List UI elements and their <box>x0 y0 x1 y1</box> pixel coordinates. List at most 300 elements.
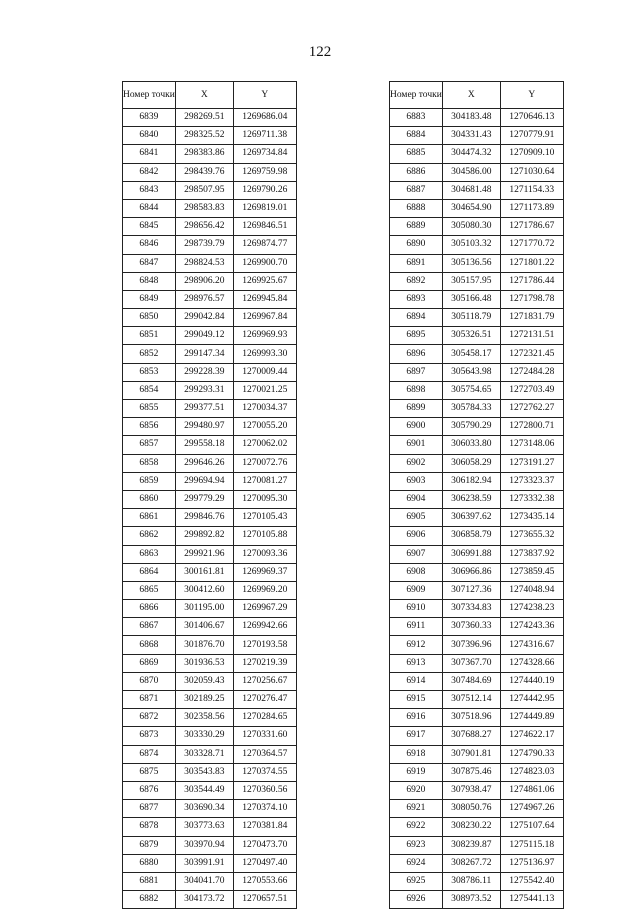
cell-x: 308230.22 <box>442 818 500 836</box>
table-row <box>123 818 297 836</box>
cell-point-number: 6907 <box>390 545 443 563</box>
table-row <box>390 891 564 909</box>
table-row <box>123 836 297 854</box>
table-row <box>390 363 564 381</box>
cell-x: 303991.91 <box>175 854 233 872</box>
cell-y: 1272703.49 <box>500 381 563 399</box>
cell-x: 299558.18 <box>175 436 233 454</box>
table-row <box>123 618 297 636</box>
cell-point-number: 6862 <box>123 527 176 545</box>
cell-point-number: 6850 <box>123 309 176 327</box>
cell-x: 305157.95 <box>442 272 500 290</box>
cell-point-number: 6840 <box>123 127 176 145</box>
cell-x: 308267.72 <box>442 854 500 872</box>
cell-x: 299846.76 <box>175 509 233 527</box>
cell-point-number: 6852 <box>123 345 176 363</box>
header-y: Y <box>233 82 296 109</box>
cell-point-number: 6903 <box>390 472 443 490</box>
table-row <box>390 272 564 290</box>
table-body-right <box>390 109 564 909</box>
table-row <box>390 763 564 781</box>
cell-y: 1273435.14 <box>500 509 563 527</box>
cell-x: 305080.30 <box>442 218 500 236</box>
table-row <box>390 436 564 454</box>
cell-point-number: 6902 <box>390 454 443 472</box>
table-row <box>390 800 564 818</box>
cell-point-number: 6904 <box>390 490 443 508</box>
cell-x: 305458.17 <box>442 345 500 363</box>
cell-point-number: 6844 <box>123 199 176 217</box>
cell-y: 1270055.20 <box>233 418 296 436</box>
cell-y: 1269945.84 <box>233 290 296 308</box>
cell-point-number: 6858 <box>123 454 176 472</box>
table-row <box>123 236 297 254</box>
cell-y: 1270276.47 <box>233 691 296 709</box>
cell-point-number: 6890 <box>390 236 443 254</box>
cell-point-number: 6847 <box>123 254 176 272</box>
table-row <box>390 454 564 472</box>
cell-y: 1269969.20 <box>233 581 296 599</box>
table-row <box>390 254 564 272</box>
cell-x: 299228.39 <box>175 363 233 381</box>
cell-x: 303544.49 <box>175 781 233 799</box>
cell-x: 299293.31 <box>175 381 233 399</box>
table-row <box>123 490 297 508</box>
cell-x: 306858.79 <box>442 527 500 545</box>
cell-point-number: 6897 <box>390 363 443 381</box>
cell-x: 307484.69 <box>442 672 500 690</box>
cell-point-number: 6859 <box>123 472 176 490</box>
cell-y: 1270093.36 <box>233 545 296 563</box>
cell-y: 1274790.33 <box>500 745 563 763</box>
cell-point-number: 6881 <box>123 872 176 890</box>
table-row <box>390 691 564 709</box>
cell-point-number: 6919 <box>390 763 443 781</box>
cell-y: 1270364.57 <box>233 745 296 763</box>
table-row <box>123 272 297 290</box>
cell-point-number: 6920 <box>390 781 443 799</box>
cell-point-number: 6913 <box>390 654 443 672</box>
cell-y: 1271173.89 <box>500 199 563 217</box>
cell-point-number: 6842 <box>123 163 176 181</box>
cell-x: 305136.56 <box>442 254 500 272</box>
cell-y: 1270193.58 <box>233 636 296 654</box>
header-x: X <box>442 82 500 109</box>
cell-y: 1274967.26 <box>500 800 563 818</box>
cell-point-number: 6856 <box>123 418 176 436</box>
cell-point-number: 6869 <box>123 654 176 672</box>
cell-point-number: 6878 <box>123 818 176 836</box>
cell-point-number: 6846 <box>123 236 176 254</box>
cell-point-number: 6875 <box>123 763 176 781</box>
cell-y: 1270657.51 <box>233 891 296 909</box>
cell-y: 1270646.13 <box>500 109 563 127</box>
cell-point-number: 6884 <box>390 127 443 145</box>
table-row <box>390 145 564 163</box>
table-row <box>390 181 564 199</box>
table-row <box>123 709 297 727</box>
table-row <box>390 654 564 672</box>
table-row <box>390 236 564 254</box>
cell-point-number: 6912 <box>390 636 443 654</box>
cell-y: 1269790.26 <box>233 181 296 199</box>
cell-point-number: 6896 <box>390 345 443 363</box>
table-header-row <box>390 82 564 109</box>
table-row <box>390 854 564 872</box>
table-row <box>390 327 564 345</box>
table-row <box>123 527 297 545</box>
cell-x: 305754.65 <box>442 381 500 399</box>
cell-x: 302189.25 <box>175 691 233 709</box>
cell-y: 1270009.44 <box>233 363 296 381</box>
cell-point-number: 6892 <box>390 272 443 290</box>
cell-y: 1270381.84 <box>233 818 296 836</box>
cell-y: 1269846.51 <box>233 218 296 236</box>
cell-x: 307518.96 <box>442 709 500 727</box>
cell-x: 303330.29 <box>175 727 233 745</box>
cell-y: 1269759.98 <box>233 163 296 181</box>
cell-x: 304173.72 <box>175 891 233 909</box>
table-row <box>390 563 564 581</box>
cell-point-number: 6857 <box>123 436 176 454</box>
cell-x: 306991.88 <box>442 545 500 563</box>
cell-x: 303690.34 <box>175 800 233 818</box>
cell-x: 307360.33 <box>442 618 500 636</box>
cell-y: 1269967.29 <box>233 600 296 618</box>
cell-point-number: 6873 <box>123 727 176 745</box>
cell-x: 307875.46 <box>442 763 500 781</box>
cell-point-number: 6914 <box>390 672 443 690</box>
cell-point-number: 6883 <box>390 109 443 127</box>
cell-x: 301876.70 <box>175 636 233 654</box>
cell-point-number: 6853 <box>123 363 176 381</box>
cell-y: 1269993.30 <box>233 345 296 363</box>
table-row <box>123 290 297 308</box>
cell-y: 1269819.01 <box>233 199 296 217</box>
table-row <box>123 199 297 217</box>
cell-point-number: 6908 <box>390 563 443 581</box>
table-row <box>123 891 297 909</box>
table-row <box>390 672 564 690</box>
cell-point-number: 6879 <box>123 836 176 854</box>
cell-x: 307367.70 <box>442 654 500 672</box>
cell-x: 304331.43 <box>442 127 500 145</box>
cell-point-number: 6872 <box>123 709 176 727</box>
cell-y: 1274861.06 <box>500 781 563 799</box>
cell-y: 1274243.36 <box>500 618 563 636</box>
table-row <box>123 254 297 272</box>
cell-y: 1272131.51 <box>500 327 563 345</box>
cell-y: 1271831.79 <box>500 309 563 327</box>
cell-x: 305103.32 <box>442 236 500 254</box>
table-row <box>390 818 564 836</box>
cell-point-number: 6843 <box>123 181 176 199</box>
cell-y: 1269686.04 <box>233 109 296 127</box>
cell-x: 305784.33 <box>442 400 500 418</box>
coordinates-table-left <box>122 81 297 909</box>
cell-y: 1273191.27 <box>500 454 563 472</box>
header-point-number: Номер точки <box>390 82 443 109</box>
table-row <box>123 600 297 618</box>
cell-y: 1270374.10 <box>233 800 296 818</box>
cell-x: 298325.52 <box>175 127 233 145</box>
cell-point-number: 6916 <box>390 709 443 727</box>
table-row <box>390 345 564 363</box>
table-row <box>390 581 564 599</box>
table-row <box>390 127 564 145</box>
cell-y: 1269967.84 <box>233 309 296 327</box>
cell-point-number: 6905 <box>390 509 443 527</box>
cell-point-number: 6887 <box>390 181 443 199</box>
cell-x: 307901.81 <box>442 745 500 763</box>
cell-y: 1270062.02 <box>233 436 296 454</box>
table-row <box>390 400 564 418</box>
cell-y: 1270360.56 <box>233 781 296 799</box>
cell-point-number: 6870 <box>123 672 176 690</box>
cell-y: 1271154.33 <box>500 181 563 199</box>
cell-point-number: 6925 <box>390 872 443 890</box>
table-row <box>123 672 297 690</box>
cell-x: 307688.27 <box>442 727 500 745</box>
cell-x: 304183.48 <box>442 109 500 127</box>
cell-x: 299147.34 <box>175 345 233 363</box>
cell-point-number: 6891 <box>390 254 443 272</box>
cell-x: 305790.29 <box>442 418 500 436</box>
cell-point-number: 6874 <box>123 745 176 763</box>
table-row <box>123 309 297 327</box>
table-row <box>123 654 297 672</box>
cell-point-number: 6885 <box>390 145 443 163</box>
table-row <box>390 381 564 399</box>
cell-point-number: 6880 <box>123 854 176 872</box>
cell-point-number: 6911 <box>390 618 443 636</box>
table-row <box>123 472 297 490</box>
cell-x: 301406.67 <box>175 618 233 636</box>
cell-y: 1273332.38 <box>500 490 563 508</box>
cell-point-number: 6888 <box>390 199 443 217</box>
cell-x: 307127.36 <box>442 581 500 599</box>
cell-y: 1269900.70 <box>233 254 296 272</box>
coordinates-table-right <box>389 81 564 909</box>
cell-x: 299921.96 <box>175 545 233 563</box>
table-row <box>123 400 297 418</box>
cell-y: 1270072.76 <box>233 454 296 472</box>
cell-point-number: 6898 <box>390 381 443 399</box>
cell-x: 305326.51 <box>442 327 500 345</box>
cell-point-number: 6841 <box>123 145 176 163</box>
cell-x: 303773.63 <box>175 818 233 836</box>
header-y: Y <box>500 82 563 109</box>
cell-y: 1272321.45 <box>500 345 563 363</box>
table-header-row <box>123 82 297 109</box>
cell-x: 302358.56 <box>175 709 233 727</box>
header-x: X <box>175 82 233 109</box>
cell-y: 1270081.27 <box>233 472 296 490</box>
cell-point-number: 6886 <box>390 163 443 181</box>
table-row <box>123 872 297 890</box>
cell-y: 1273148.06 <box>500 436 563 454</box>
table-row <box>390 290 564 308</box>
cell-x: 306033.80 <box>442 436 500 454</box>
table-row <box>390 199 564 217</box>
cell-x: 298383.86 <box>175 145 233 163</box>
cell-point-number: 6877 <box>123 800 176 818</box>
table-row <box>123 109 297 127</box>
table-row <box>390 309 564 327</box>
table-row <box>123 454 297 472</box>
table-row <box>123 327 297 345</box>
cell-y: 1275136.97 <box>500 854 563 872</box>
cell-x: 298583.83 <box>175 199 233 217</box>
cell-point-number: 6918 <box>390 745 443 763</box>
cell-y: 1269969.37 <box>233 563 296 581</box>
cell-y: 1274823.03 <box>500 763 563 781</box>
cell-y: 1269711.38 <box>233 127 296 145</box>
cell-point-number: 6921 <box>390 800 443 818</box>
cell-x: 302059.43 <box>175 672 233 690</box>
cell-y: 1270021.25 <box>233 381 296 399</box>
cell-y: 1270909.10 <box>500 145 563 163</box>
cell-x: 303328.71 <box>175 745 233 763</box>
table-row <box>390 781 564 799</box>
cell-y: 1275542.40 <box>500 872 563 890</box>
cell-x: 304586.00 <box>442 163 500 181</box>
cell-y: 1274238.23 <box>500 600 563 618</box>
cell-x: 304681.48 <box>442 181 500 199</box>
cell-x: 306182.94 <box>442 472 500 490</box>
cell-point-number: 6889 <box>390 218 443 236</box>
cell-y: 1270473.70 <box>233 836 296 854</box>
cell-point-number: 6866 <box>123 600 176 618</box>
table-row <box>390 218 564 236</box>
cell-y: 1270497.40 <box>233 854 296 872</box>
header-point-number: Номер точки <box>123 82 176 109</box>
cell-point-number: 6854 <box>123 381 176 399</box>
cell-point-number: 6922 <box>390 818 443 836</box>
table-row <box>123 581 297 599</box>
cell-point-number: 6882 <box>123 891 176 909</box>
cell-y: 1275107.64 <box>500 818 563 836</box>
cell-y: 1272484.28 <box>500 363 563 381</box>
cell-point-number: 6848 <box>123 272 176 290</box>
cell-y: 1274442.95 <box>500 691 563 709</box>
cell-y: 1271770.72 <box>500 236 563 254</box>
cell-y: 1272762.27 <box>500 400 563 418</box>
cell-y: 1274449.89 <box>500 709 563 727</box>
cell-x: 308786.11 <box>442 872 500 890</box>
cell-x: 299779.29 <box>175 490 233 508</box>
table-row <box>123 418 297 436</box>
table-row <box>123 745 297 763</box>
cell-y: 1269874.77 <box>233 236 296 254</box>
cell-y: 1274316.67 <box>500 636 563 654</box>
cell-point-number: 6926 <box>390 891 443 909</box>
cell-x: 299694.94 <box>175 472 233 490</box>
table-row <box>390 109 564 127</box>
cell-point-number: 6923 <box>390 836 443 854</box>
cell-y: 1269942.66 <box>233 618 296 636</box>
cell-x: 307512.14 <box>442 691 500 709</box>
cell-point-number: 6863 <box>123 545 176 563</box>
cell-point-number: 6917 <box>390 727 443 745</box>
table-row <box>123 381 297 399</box>
table-row <box>390 490 564 508</box>
cell-point-number: 6839 <box>123 109 176 127</box>
cell-x: 307396.96 <box>442 636 500 654</box>
table-row <box>123 691 297 709</box>
cell-x: 305166.48 <box>442 290 500 308</box>
cell-y: 1271786.44 <box>500 272 563 290</box>
table-row <box>123 218 297 236</box>
table-row <box>390 636 564 654</box>
table-row <box>390 163 564 181</box>
table-row <box>390 836 564 854</box>
table-row <box>123 854 297 872</box>
cell-x: 308050.76 <box>442 800 500 818</box>
cell-y: 1273859.45 <box>500 563 563 581</box>
table-row <box>390 527 564 545</box>
cell-x: 305118.79 <box>442 309 500 327</box>
cell-y: 1275441.13 <box>500 891 563 909</box>
table-row <box>390 418 564 436</box>
cell-x: 306966.86 <box>442 563 500 581</box>
cell-point-number: 6895 <box>390 327 443 345</box>
cell-y: 1270284.65 <box>233 709 296 727</box>
cell-x: 305643.98 <box>442 363 500 381</box>
cell-x: 298507.95 <box>175 181 233 199</box>
cell-x: 308239.87 <box>442 836 500 854</box>
table-row <box>123 636 297 654</box>
table-body-left <box>123 109 297 909</box>
table-row <box>390 745 564 763</box>
cell-point-number: 6906 <box>390 527 443 545</box>
cell-y: 1271030.64 <box>500 163 563 181</box>
table-row <box>123 436 297 454</box>
cell-x: 308973.52 <box>442 891 500 909</box>
table-row <box>123 181 297 199</box>
cell-point-number: 6871 <box>123 691 176 709</box>
cell-x: 301195.00 <box>175 600 233 618</box>
table-row <box>390 618 564 636</box>
cell-point-number: 6876 <box>123 781 176 799</box>
table-row <box>123 545 297 563</box>
cell-point-number: 6910 <box>390 600 443 618</box>
cell-y: 1270105.88 <box>233 527 296 545</box>
cell-y: 1270374.55 <box>233 763 296 781</box>
cell-point-number: 6865 <box>123 581 176 599</box>
cell-x: 300412.60 <box>175 581 233 599</box>
cell-y: 1271798.78 <box>500 290 563 308</box>
table-row <box>390 472 564 490</box>
cell-point-number: 6893 <box>390 290 443 308</box>
cell-x: 299042.84 <box>175 309 233 327</box>
cell-y: 1270331.60 <box>233 727 296 745</box>
cell-y: 1271786.67 <box>500 218 563 236</box>
cell-x: 306058.29 <box>442 454 500 472</box>
cell-y: 1275115.18 <box>500 836 563 854</box>
cell-x: 298656.42 <box>175 218 233 236</box>
table-row <box>390 709 564 727</box>
cell-x: 298824.53 <box>175 254 233 272</box>
cell-point-number: 6924 <box>390 854 443 872</box>
cell-y: 1270034.37 <box>233 400 296 418</box>
cell-x: 303543.83 <box>175 763 233 781</box>
cell-x: 304654.90 <box>442 199 500 217</box>
table-row <box>390 872 564 890</box>
cell-point-number: 6860 <box>123 490 176 508</box>
cell-y: 1273655.32 <box>500 527 563 545</box>
table-row <box>123 800 297 818</box>
